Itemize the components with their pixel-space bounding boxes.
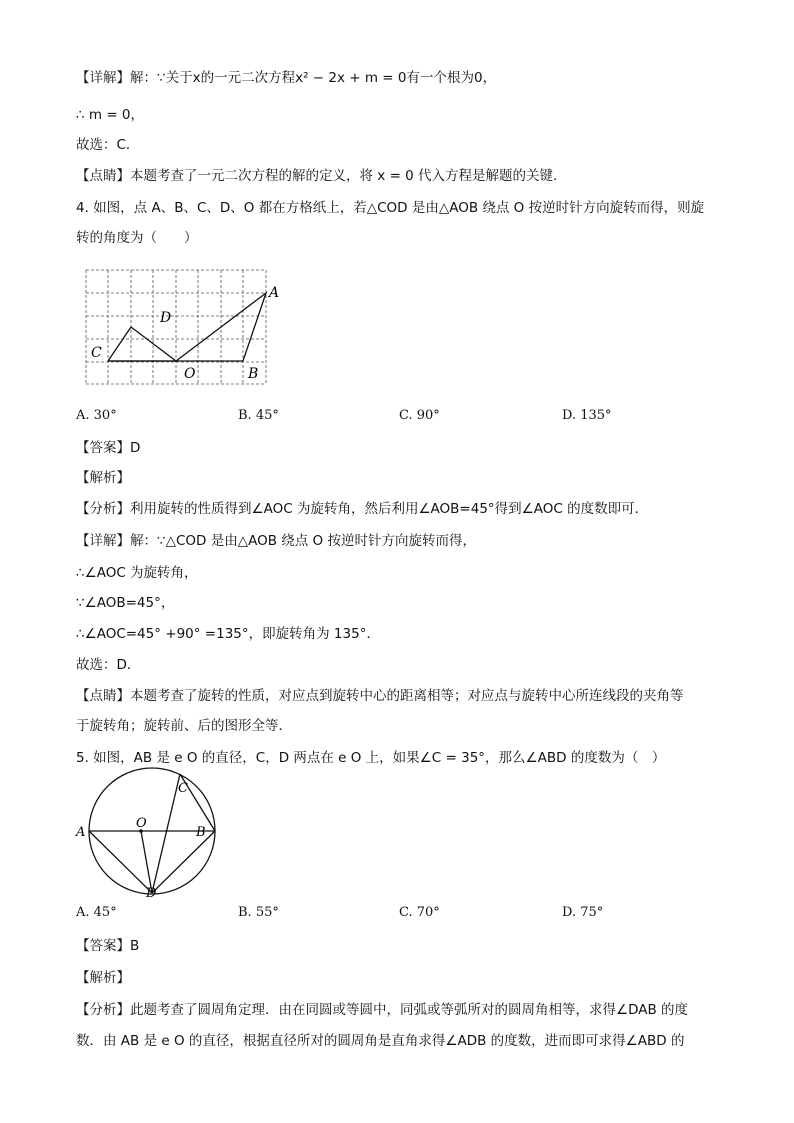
q4-stem-line-1: 4. 如图，点 A、B、C、D、O 都在方格纸上，若△COD 是由△AOB 绕点 O 按逆时针方向旋转而得，则旋 <box>76 200 705 216</box>
q4-stem-line-2: 转的角度为（ ） <box>76 230 198 246</box>
label-D: D <box>146 886 157 901</box>
q4-detail-4: ∴∠AOC=45° +90° =135°，即旋转角为 135°． <box>76 626 380 642</box>
q5-option-b: B. 55° <box>238 905 279 920</box>
chord-BD <box>152 831 215 893</box>
label-O: O <box>136 816 147 831</box>
grid-lines <box>86 270 266 384</box>
q5-fenxi-1: 【分析】此题考查了圆周角定理．由在同圆或等圆中，同弧或等弧所对的圆周角相等，求得∠DAB 的度 <box>76 1002 689 1018</box>
q4-analysis-heading: 【解析】 <box>76 470 130 486</box>
q4-dianjing-2: 于旋转角；旋转前、后的图形全等． <box>76 718 292 734</box>
q4-grid-figure <box>76 262 280 388</box>
label-D: D <box>160 310 172 326</box>
q4-option-d: D. 135° <box>562 408 612 423</box>
dianjing-line: 【点睛】本题考查了一元二次方程的解的定义，将 x = 0 代入方程是解题的关键． <box>76 168 567 184</box>
conclusion-line: ∴ m = 0， <box>76 107 145 123</box>
q5-options <box>76 905 716 925</box>
q4-fenxi: 【分析】利用旋转的性质得到∠AOC 为旋转角，然后利用∠AOB=45°得到∠AOC 的度数即可． <box>76 501 649 517</box>
label-B: B <box>248 366 259 382</box>
label-C: C <box>91 345 102 361</box>
q5-option-d: D. 75° <box>562 905 604 920</box>
q4-dianjing-1: 【点睛】本题考查了旋转的性质，对应点到旋转中心的距离相等；对应点与旋转中心所连线段的夹角等 <box>76 688 684 704</box>
q4-detail-3: ∵∠AOB=45°， <box>76 595 175 611</box>
chord-CD <box>152 774 180 893</box>
q4-choose: 故选：D． <box>76 657 141 673</box>
label-A: A <box>269 285 280 301</box>
q4-option-c: C. 90° <box>399 408 440 423</box>
q5-option-c: C. 70° <box>399 905 440 920</box>
label-B: B <box>196 825 206 840</box>
q5-option-a: A. 45° <box>76 905 117 920</box>
q5-circle-figure <box>74 776 220 900</box>
label-C: C <box>178 781 188 796</box>
q4-options <box>76 408 716 428</box>
q4-option-a: A. 30° <box>76 408 117 423</box>
triangle-edges <box>108 293 266 361</box>
q5-analysis-heading: 【解析】 <box>76 970 130 986</box>
q4-detail-2: ∴∠AOC 为旋转角， <box>76 565 198 581</box>
q5-fenxi-2: 数．由 AB 是 e O 的直径，根据直径所对的圆周角是直角求得∠ADB 的度数，进而即可求得∠ABD 的 <box>76 1033 685 1049</box>
label-O: O <box>184 366 196 382</box>
choice-line: 故选：C． <box>76 137 140 153</box>
q5-stem: 5. 如图，AB 是 e O 的直径，C，D 两点在 e O 上，如果∠C = 35°，那么∠ABD 的度数为（ ） <box>76 750 666 766</box>
label-A: A <box>76 825 86 840</box>
q4-option-b: B. 45° <box>238 408 279 423</box>
detail-line-1: 【详解】解：∵关于x的一元二次方程x² − 2x + m = 0有一个根为0， <box>76 70 497 86</box>
q4-answer: 【答案】D <box>76 440 141 456</box>
q5-answer: 【答案】B <box>76 938 140 954</box>
q4-detail-1: 【详解】解：∵△COD 是由△AOB 绕点 O 按逆时针方向旋转而得， <box>76 533 476 549</box>
